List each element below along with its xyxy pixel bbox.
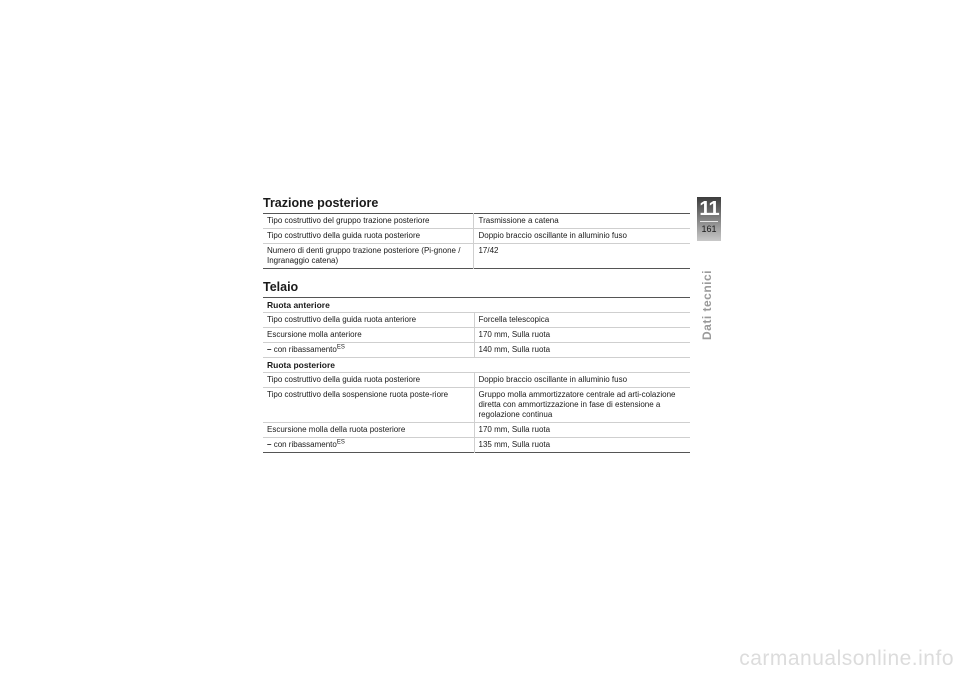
row-label: Tipo costruttivo della guida ruota anteriore bbox=[263, 313, 474, 328]
row-value: 170 mm, Sulla ruota bbox=[474, 423, 690, 438]
row-value: 140 mm, Sulla ruota bbox=[474, 343, 690, 358]
table-row bbox=[263, 373, 690, 388]
row-value: Gruppo molla ammortizzatore centrale ad arti-colazione diretta con ammortizzazione in fase di estensione a regolazione continua bbox=[474, 388, 690, 423]
table-row bbox=[263, 313, 690, 328]
row-label: Numero di denti gruppo trazione posteriore (Pi-gnone / Ingranaggio catena) bbox=[263, 244, 474, 269]
row-label: Escursione molla anteriore bbox=[263, 328, 474, 343]
page-number: 161 bbox=[701, 224, 717, 234]
chapter-tab bbox=[697, 197, 721, 241]
chassis-table bbox=[263, 297, 690, 453]
option-code: ES bbox=[336, 439, 345, 446]
row-value: Doppio braccio oscillante in alluminio fuso bbox=[474, 229, 690, 244]
table-row bbox=[263, 229, 690, 244]
row-label: Tipo costruttivo della guida ruota posteriore bbox=[263, 373, 474, 388]
drive-table bbox=[263, 213, 690, 269]
row-label: Tipo costruttivo del gruppo trazione posteriore bbox=[263, 214, 474, 229]
row-label-option bbox=[263, 343, 474, 358]
section-title-chassis: Telaio bbox=[263, 280, 299, 294]
option-code: ES bbox=[336, 344, 345, 351]
table-row bbox=[263, 328, 690, 343]
row-value: Trasmissione a catena bbox=[474, 214, 690, 229]
table-row bbox=[263, 343, 690, 358]
row-label: Escursione molla della ruota posteriore bbox=[263, 423, 474, 438]
watermark: carmanualsonline.info bbox=[739, 647, 954, 670]
chapter-number: 11 bbox=[699, 198, 719, 220]
row-value: 170 mm, Sulla ruota bbox=[474, 328, 690, 343]
row-value: 135 mm, Sulla ruota bbox=[478, 440, 551, 449]
row-label: Tipo costruttivo della sospensione ruota poste-riore bbox=[263, 388, 474, 423]
table-row bbox=[263, 244, 690, 269]
table-row bbox=[263, 214, 690, 229]
subheader-label: Ruota posteriore bbox=[263, 358, 690, 373]
row-label-option bbox=[263, 438, 474, 453]
section-title-drive: Trazione posteriore bbox=[263, 196, 379, 210]
subheader-label: Ruota anteriore bbox=[263, 298, 690, 313]
table-row bbox=[263, 388, 690, 423]
chapter-title-vertical: Dati tecnici bbox=[700, 269, 714, 340]
subheader-rear-wheel bbox=[263, 358, 690, 373]
dash-bullet: – bbox=[267, 440, 272, 449]
table-row bbox=[263, 438, 690, 453]
row-label: Tipo costruttivo della guida ruota posteriore bbox=[263, 229, 474, 244]
dash-bullet: – bbox=[267, 345, 272, 354]
option-label: con ribassamento bbox=[273, 345, 337, 354]
option-label: con ribassamento bbox=[273, 440, 337, 449]
row-value: Forcella telescopica bbox=[474, 313, 690, 328]
row-value: 17/42 bbox=[478, 246, 499, 255]
table-row bbox=[263, 423, 690, 438]
subheader-front-wheel bbox=[263, 298, 690, 313]
tab-divider bbox=[700, 221, 718, 222]
row-value: Doppio braccio oscillante in alluminio fuso bbox=[474, 373, 690, 388]
